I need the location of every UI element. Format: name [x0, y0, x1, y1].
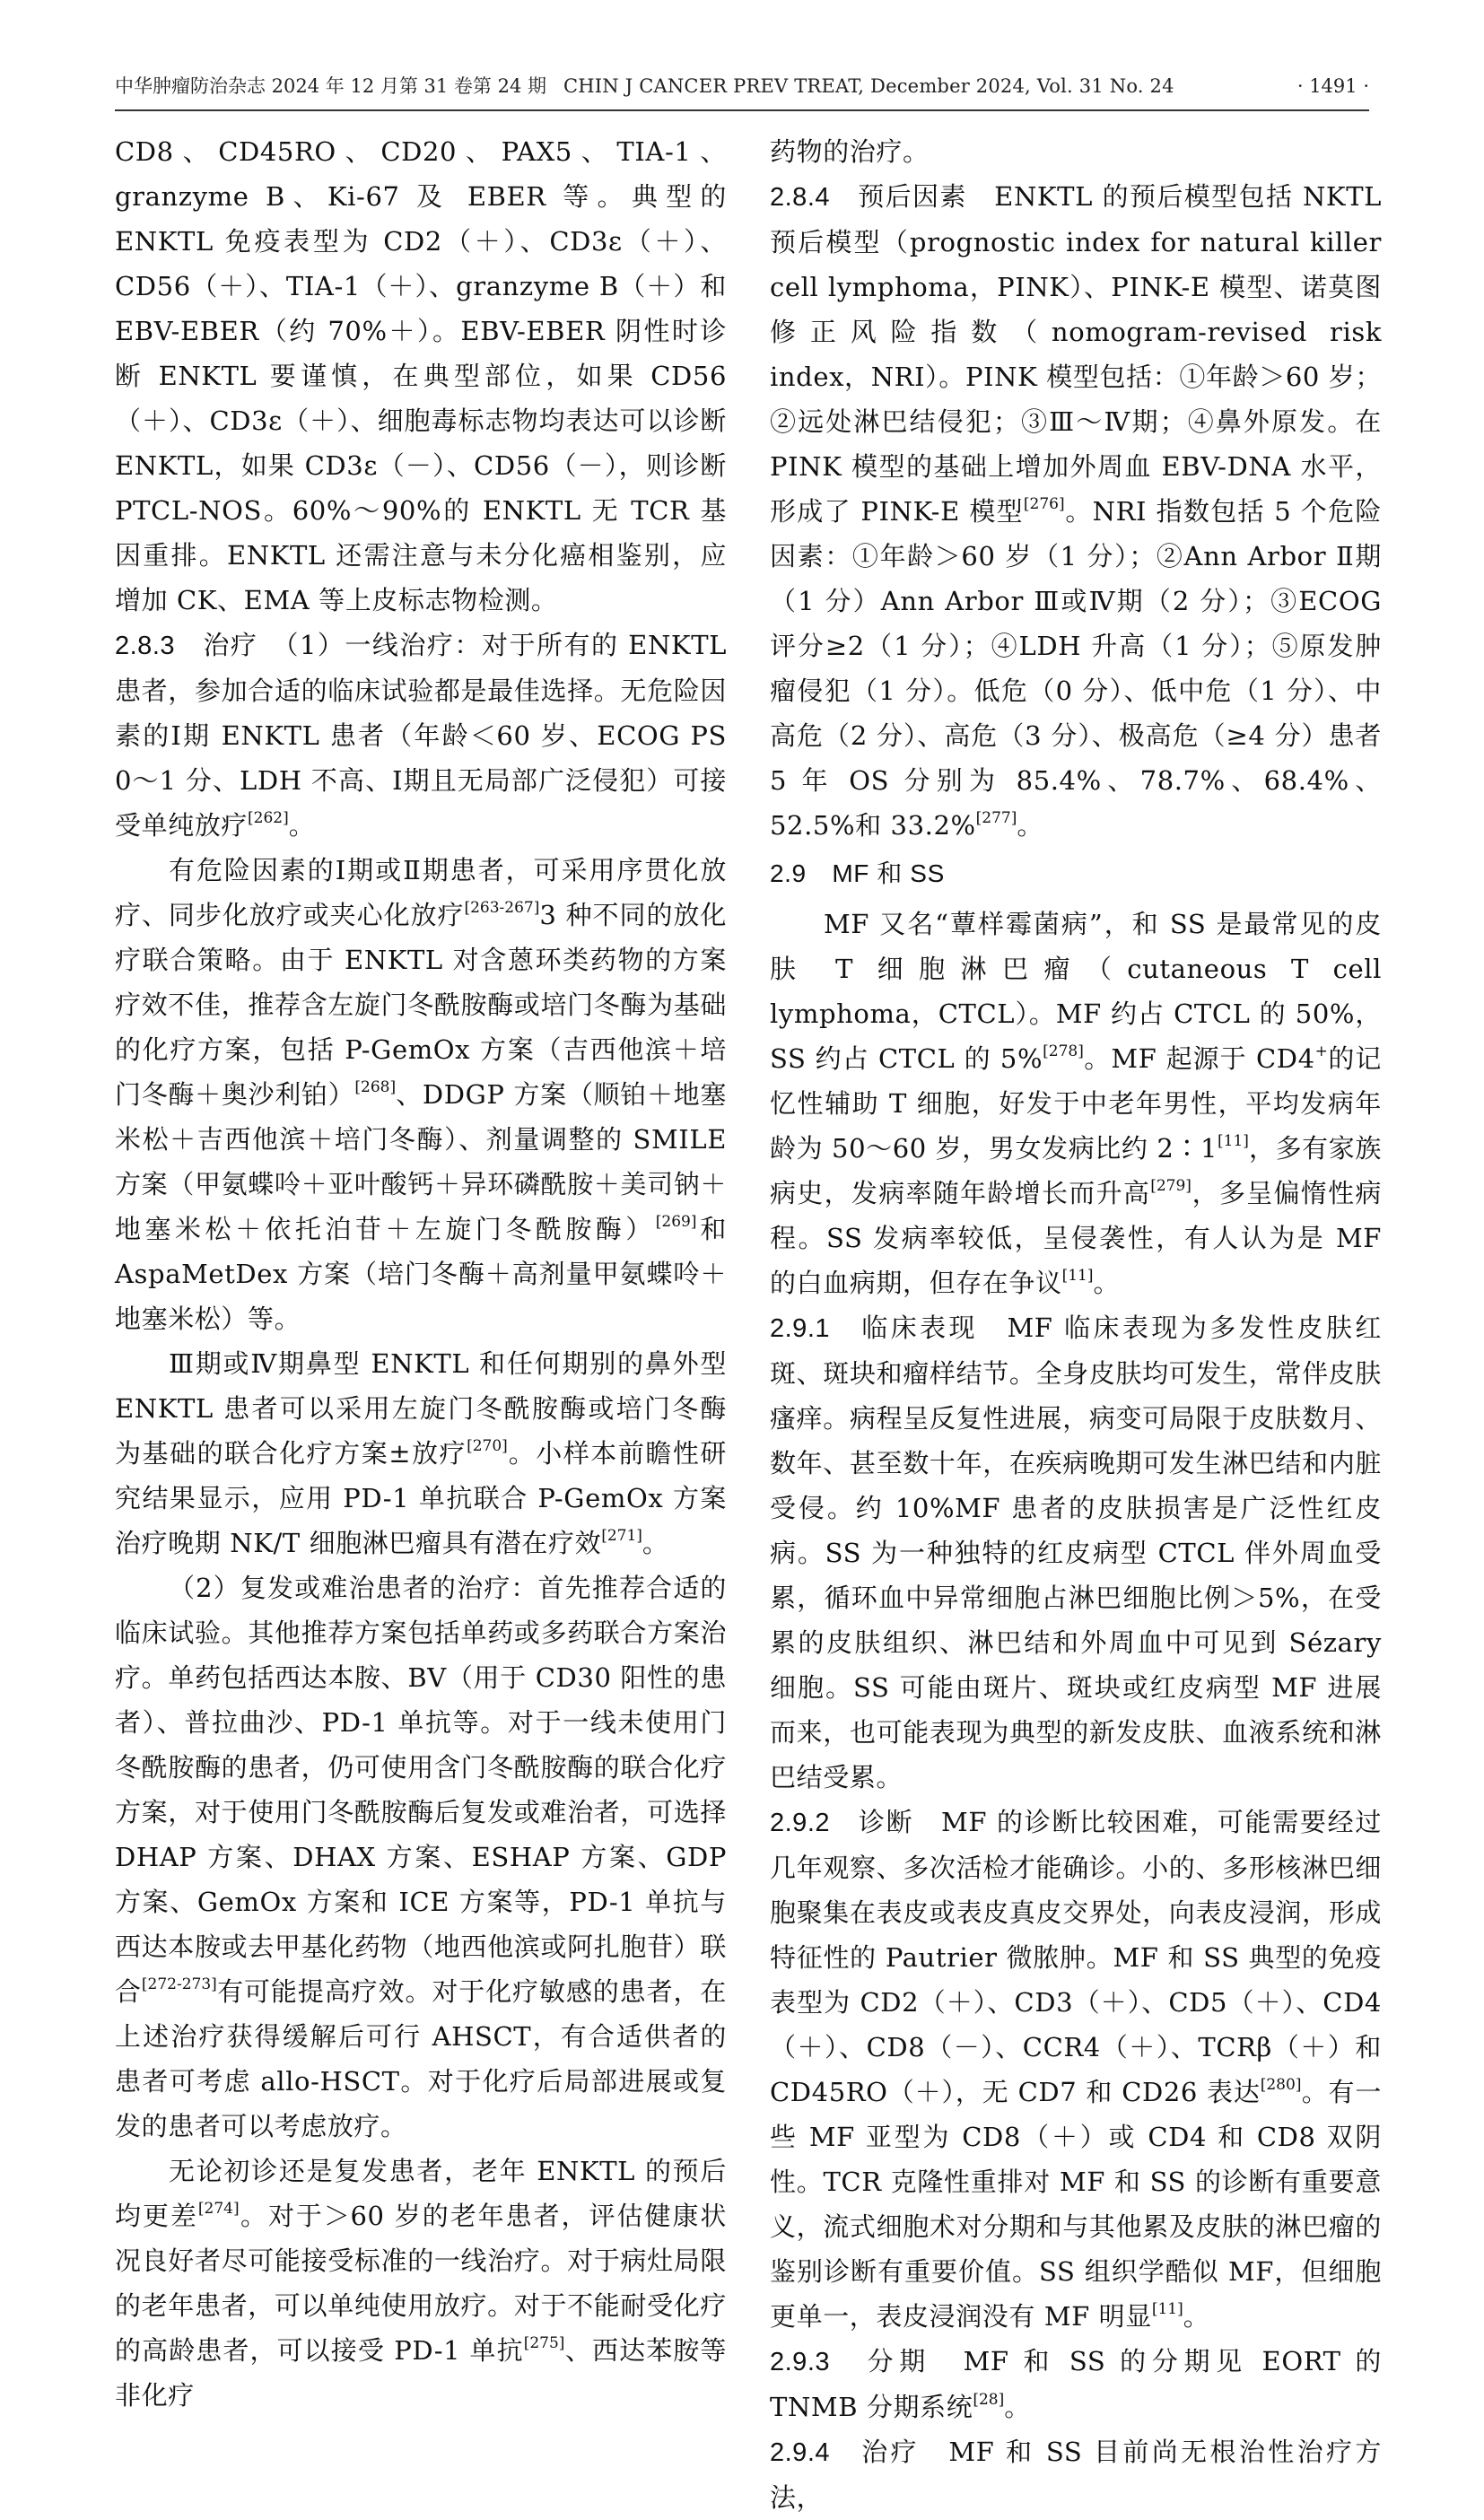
section-title: 治疗: [861, 2437, 920, 2467]
text-run: 和 AspaMetDex 方案（培门冬酶＋高剂量甲氨蝶呤＋地塞米松）等。: [115, 1214, 727, 1334]
citation: [271]: [601, 1527, 642, 1545]
text-run: 有危险因素的Ⅰ期或Ⅱ期患者，可采用序贯化放疗、同步化放疗或夹心化放疗: [115, 855, 727, 930]
header-journal-cn: 中华肿瘤防治杂志 2024 年 12 月第 31 卷第 24 期: [115, 75, 547, 97]
citation: [277]: [975, 809, 1017, 827]
section-number: 2.8.3: [115, 632, 175, 660]
section-number: 2.9.4: [770, 2438, 830, 2467]
text-run: 。有一些 MF 亚型为 CD8（＋）或 CD4 和 CD8 双阴性。TCR 克隆性重排对 MF 和 SS 的诊断有重要意义，流式细胞术对分期和与其他累及皮肤的淋巴瘤的鉴别诊断有重要价值。SS 组织学酷似 MF，但细胞更单一，表皮浸润没有 MF 明显: [770, 2077, 1382, 2332]
section-number: 2.8.4: [770, 183, 830, 212]
citation: [263-267]: [464, 899, 540, 917]
text-run: 。: [1017, 810, 1043, 841]
text-run: MF 和 SS 的分期见 EORT 的 TNMB 分期系统: [770, 2346, 1383, 2422]
text-run: Ⅲ期或Ⅳ期鼻型 ENKTL 和任何期别的鼻外型 ENKTL 患者可以采用左旋门冬酰胺酶或培门冬酶为基础的联合化疗方案±放疗: [115, 1348, 727, 1469]
header-rule: [115, 109, 1369, 111]
text-run: 。NRI 指数包括 5 个危险因素：①年龄＞60 岁（1 分）；②Ann Arbor Ⅱ期（1 分）Ann Arbor Ⅲ或Ⅳ期（2 分）；③ECOG 评分≥2（1 分）；④LDH 升高（1 分）；⑤原发肿瘤侵犯（1 分）。低危（0 分）、低中危（1 分）、中高危（2 分）、高危（3 分）、极高危（≥4 分）患者 5 年 OS 分别为 85.4%、78.7%、68.4%、52.5%和 33.2%: [770, 496, 1382, 841]
section-heading-2-9: 2.9 MF 和 SS: [770, 859, 945, 887]
citation: [276]: [1023, 495, 1065, 513]
section-title: 诊断: [858, 1807, 914, 1837]
citation: [279]: [1150, 1177, 1192, 1195]
header-journal-en: CHIN J CANCER PREV TREAT, December 2024, Vol. 31 No. 24: [563, 75, 1174, 97]
text-run: 、西达苯胺等非化疗: [115, 2335, 727, 2411]
section-text: （1）一线治疗：对于所有的 ENKTL 患者，参加合适的临床试验都是最佳选择。无危险因素的Ⅰ期 ENKTL 患者（年龄＜60 岁、ECOG PS 0～1 分、LDH 不高、Ⅰ期且无局部广泛侵犯）可接受单纯放疗: [115, 630, 727, 841]
text-run: MF 和 SS 目前尚无根治性治疗方法，: [770, 2437, 1382, 2513]
citation: [269]: [655, 1213, 697, 1231]
section-2-9-2: [770, 1800, 1382, 2339]
section-number: 2.9.3: [770, 2348, 830, 2376]
paragraph-relapsed-refractory: [115, 1565, 727, 2149]
text-run: 有可能提高疗效。对于化疗敏感的患者，在上述治疗获得缓解后可行 AHSCT，有合适供者的患者可考虑 allo-HSCT。对于化疗后局部进展或复发的患者可以考虑放疗。: [115, 1976, 727, 2141]
text-run: ，多有家族病史，发病率随年龄增长而升高: [770, 1133, 1382, 1208]
text-run: ENKTL 的预后模型包括 NKTL 预后模型（prognostic index for natural killer cell lymphoma，PINK）、PINK-E 模型、诺莫图修正风险指数（nomogram-revised risk index，NRI）。PINK 模型包括：①年龄＞60 岁；②远处淋巴结侵犯；③Ⅲ～Ⅳ期；④鼻外原发。在 PINK 模型的基础上增加外周血 EBV-DNA 水平，形成了 PINK-E 模型: [770, 181, 1382, 527]
text-run: 。: [1183, 2301, 1210, 2332]
text-run: 。: [642, 1528, 669, 1558]
citation: [262]: [248, 809, 289, 827]
section-2-9-3: [770, 2339, 1382, 2429]
paragraph-advanced-stage: [115, 1341, 727, 1565]
section-number: 2.9.1: [770, 1314, 830, 1343]
section-title: 预后因素: [858, 181, 967, 212]
superscript-plus: +: [1314, 1042, 1328, 1060]
citation: [280]: [1260, 2076, 1302, 2094]
section-title: 分期: [867, 2346, 931, 2376]
citation: [278]: [1043, 1042, 1084, 1060]
paragraph-elderly: [115, 2149, 727, 2418]
text-run: ，多呈偏惰性病程。SS 发病率较低，呈侵袭性，有人认为是 MF 的白血病期，但存在争议: [770, 1178, 1382, 1298]
text-run: MF 临床表现为多发性皮肤红斑、斑块和瘤样结节。全身皮肤均可发生，常伴皮肤瘙痒。病程呈反复性进展，病变可局限于皮肤数月、数年、甚至数十年，在疾病晚期可发生淋巴结和内脏受侵。约 10%MF 患者的皮肤损害是广泛性红皮病。SS 为一种独特的红皮病型 CTCL 伴外周血受累，循环血中异常细胞占淋巴细胞比例＞5%，在受累的皮肤组织、淋巴结和外周血中可见到 Sézary 细胞。SS 可能由斑片、斑块或红皮病型 MF 进展而来，也可能表现为典型的新发皮肤、血液系统和淋巴结受累。: [770, 1312, 1383, 1792]
text-run: 。: [1093, 1268, 1121, 1298]
section-2-9-4: [770, 2429, 1382, 2520]
text-run: 、DDGP 方案（顺铂＋地塞米松＋吉西他滨＋培门冬酶）、剂量调整的 SMILE 方案（甲氨蝶呤＋亚叶酸钙＋异环磷酰胺＋美司钠＋地塞米松＋依托泊苷＋左旋门冬酰胺酶）: [115, 1079, 727, 1244]
paragraph-risk-chemoradiotherapy: [115, 848, 727, 1341]
right-column: [770, 129, 1383, 2513]
text-run: （2）复发或难治患者的治疗：首先推荐合适的临床试验。其他推荐方案包括单药或多药联合方案治疗。单药包括西达本胺、BV（用于 CD30 阳性的患者）、普拉曲沙、PD-1 单抗等。对于一线未使用门冬酰胺酶的患者，仍可使用含门冬酰胺酶的联合化疗方案，对于使用门冬酰胺酶后复发或难治者，可选择 DHAP 方案、DHAX 方案、ESHAP 方案、GDP 方案、GemOx 方案和 ICE 方案等，PD-1 单抗与西达本胺或去甲基化药物（地西他滨或阿扎胞苷）联合: [115, 1573, 727, 2007]
text-run: 。: [1004, 2392, 1031, 2422]
paragraph-immunophenotype: CD8、CD45RO、CD20、PAX5、TIA-1、granzyme B、Ki-67 及 EBER 等。典型的 ENKTL 免疫表型为 CD2（＋）、CD3ε（＋）、CD56（＋）、TIA-1（＋）、granzyme B（＋）和 EBV-EBER（约 70%＋）。EBV-EBER 阴性时诊断 ENKTL 要谨慎，在典型部位，如果 CD56（＋）、CD3ε（＋）、细胞毒标志物均表达可以诊断 ENKTL，如果 CD3ε（－）、CD56（－），则诊断 PTCL-NOS。60%～90%的 ENKTL 无 TCR 基因重排。ENKTL 还需注意与未分化癌相鉴别，应增加 CK、EMA 等上皮标志物检测。: [115, 136, 727, 615]
punctuation: 。: [288, 810, 316, 841]
paragraph-mf-ss-intro: [770, 902, 1382, 1305]
text-run: 。MF 起源于 CD4: [1083, 1043, 1315, 1074]
text-run: 3 种不同的放化疗联合策略。由于 ENKTL 对含蒽环类药物的方案疗效不佳，推荐含左旋门冬酰胺酶或培门冬酶为基础的化疗方案，包括 P-GemOx 方案（吉西他滨＋培门冬酶＋奥沙利铂）: [115, 900, 727, 1110]
paragraph-continuation: 药物的治疗。: [770, 136, 930, 167]
text-run: 的记忆性辅助 T 细胞，好发于中老年男性，平均发病年龄为 50～60 岁，男女发病比约 2∶1: [770, 1043, 1382, 1164]
section-2-8-4: [770, 174, 1382, 848]
citation: [270]: [467, 1437, 508, 1455]
citation: [11]: [1061, 1267, 1094, 1285]
section-number: 2.9.2: [770, 1809, 830, 1837]
running-header: [115, 68, 1369, 104]
citation: [11]: [1151, 2300, 1183, 2318]
section-title: 治疗: [203, 630, 258, 660]
section-title: 临床表现: [861, 1312, 978, 1343]
citation: [28]: [973, 2391, 1005, 2409]
section-2-8-3: [115, 623, 727, 848]
left-column: [115, 129, 727, 2411]
citation: [272-273]: [141, 1975, 217, 1993]
section-2-9-1: [770, 1305, 1382, 1800]
text-run: MF 又名“蕈样霉菌病”，和 SS 是最常见的皮肤 T 细胞淋巴瘤（cutaneous T cell lymphoma，CTCL）。MF 约占 CTCL 的 50%，SS 约占 CTCL 的 5%: [770, 909, 1382, 1074]
text-run: 。对于＞60 岁的老年患者，评估健康状况良好者尽可能接受标准的一线治疗。对于病灶局限的老年患者，可以单纯使用放疗。对于不能耐受化疗的高龄患者，可以接受 PD-1 单抗: [115, 2201, 727, 2366]
text-run: MF 的诊断比较困难，可能需要经过几年观察、多次活检才能确诊。小的、多形核淋巴细胞聚集在表皮或表皮真皮交界处，向表皮浸润，形成特征性的 Pautrier 微脓肿。MF 和 SS 典型的免疫表型为 CD2（＋）、CD3（＋）、CD5（＋）、CD4（＋）、CD8（－）、CCR4（＋）、TCRβ（＋）和 CD45RO（＋），无 CD7 和 CD26 表达: [770, 1807, 1383, 2107]
header-page-number: · 1491 ·: [1296, 75, 1369, 97]
text-run: 。小样本前瞻性研究结果显示，应用 PD-1 单抗联合 P-GemOx 方案治疗晚期 NK/T 细胞淋巴瘤具有潜在疗效: [115, 1438, 727, 1558]
citation: [275]: [523, 2334, 565, 2352]
text-run: 无论初诊还是复发患者，老年 ENKTL 的预后均更差: [115, 2156, 727, 2231]
citation: [11]: [1218, 1132, 1249, 1150]
citation: [268]: [354, 1078, 397, 1096]
citation: [274]: [197, 2200, 240, 2218]
